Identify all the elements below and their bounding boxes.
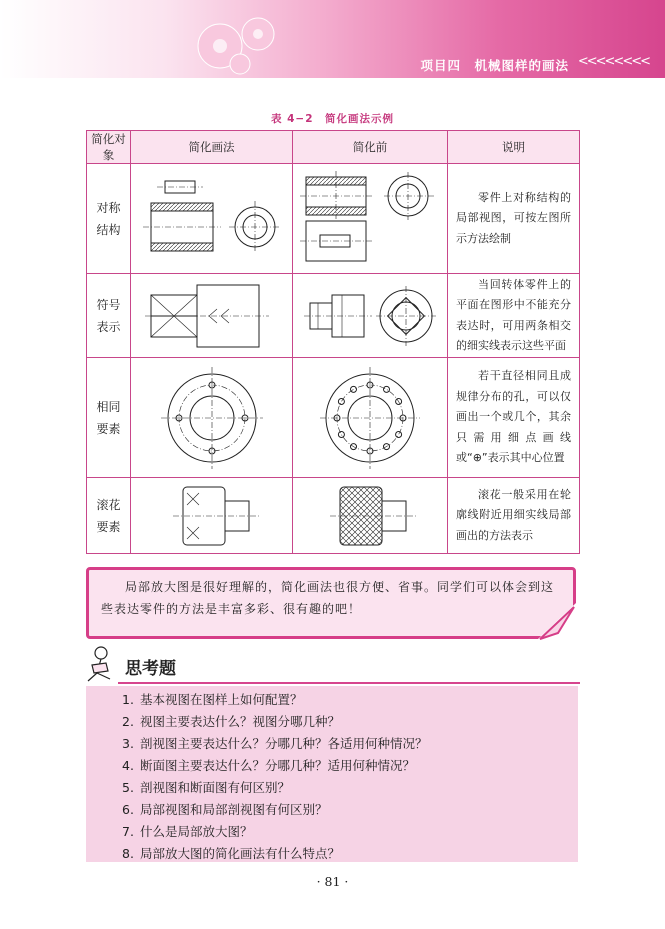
page-number: · 81 · [316,874,349,889]
row-object: 相同 要素 [87,358,131,478]
page-header-band [0,0,665,78]
note-text: 局部放大图是很好理解的，简化画法也很方便、省事。同学们可以体会到这些表达零件的方法是丰富多彩、很有趣的吧！ [101,580,555,616]
list-item: 2. 视图主要表达什么？视图分哪几种？ [122,714,341,729]
row-object: 滚花 要素 [87,478,131,554]
symmetric-simplified-drawing [131,164,293,274]
reading-person-icon [80,643,122,685]
questions-title: 思考题 [125,659,176,679]
header-description: 说明 [448,131,580,164]
header-simplified: 简化画法 [131,131,293,164]
list-item: 3. 剖视图主要表达什么？分哪几种？各适用何种情况？ [122,736,428,751]
symmetric-before-drawing [293,164,448,274]
questions-divider [118,682,580,684]
list-item: 7. 什么是局部放大图？ [122,824,253,839]
row-object: 符号 表示 [87,274,131,358]
gears-decoration-icon [180,6,290,76]
table-row [87,358,580,478]
row-description: 零件上对称结构的局部视图，可按左图所示方法绘制 [448,164,580,274]
row-description: 若干直径相同且成规律分布的孔，可以仅画出一个或几个，其余只需用细点画线或“⊕”表示其中心位置 [448,358,580,478]
list-item: 1. 基本视图在图样上如何配置？ [122,692,303,707]
header-before: 简化前 [293,131,448,164]
chapter-title: 项目四 机械图样的画法 [420,58,569,73]
knurl-simplified-drawing [131,478,293,554]
knurl-before-drawing [293,478,448,554]
list-item: 6. 局部视图和局部剖视图有何区别？ [122,802,328,817]
table-row [87,478,580,554]
header-object: 简化对象 [87,131,131,164]
identical-before-drawing [293,358,448,478]
list-item: 5. 剖视图和断面图有何区别？ [122,780,291,795]
row-description: 当回转体零件上的平面在图形中不能充分表达时，可用两条相交的细实线表示这些平面 [448,274,580,358]
symbol-simplified-drawing [131,274,293,358]
identical-simplified-drawing [131,358,293,478]
table-row [87,274,580,358]
row-object: 对称 结构 [87,164,131,274]
table-header-row [87,131,580,164]
simplification-table [86,130,580,554]
table-caption: 表 4−2 简化画法示例 [270,113,395,125]
list-item: 4. 断面图主要表达什么？分哪几种？适用何种情况？ [122,758,416,773]
page-fold-icon [538,603,580,643]
questions-box [86,686,578,862]
table-row [87,164,580,274]
note-box [86,567,576,639]
list-item: 8. 局部放大图的简化画法有什么特点？ [122,846,341,861]
symbol-before-drawing [293,274,448,358]
arrows-decoration: <<<<<<<< [577,54,649,69]
row-description: 滚花一般采用在轮廓线附近用细实线局部画出的方法表示 [448,478,580,554]
